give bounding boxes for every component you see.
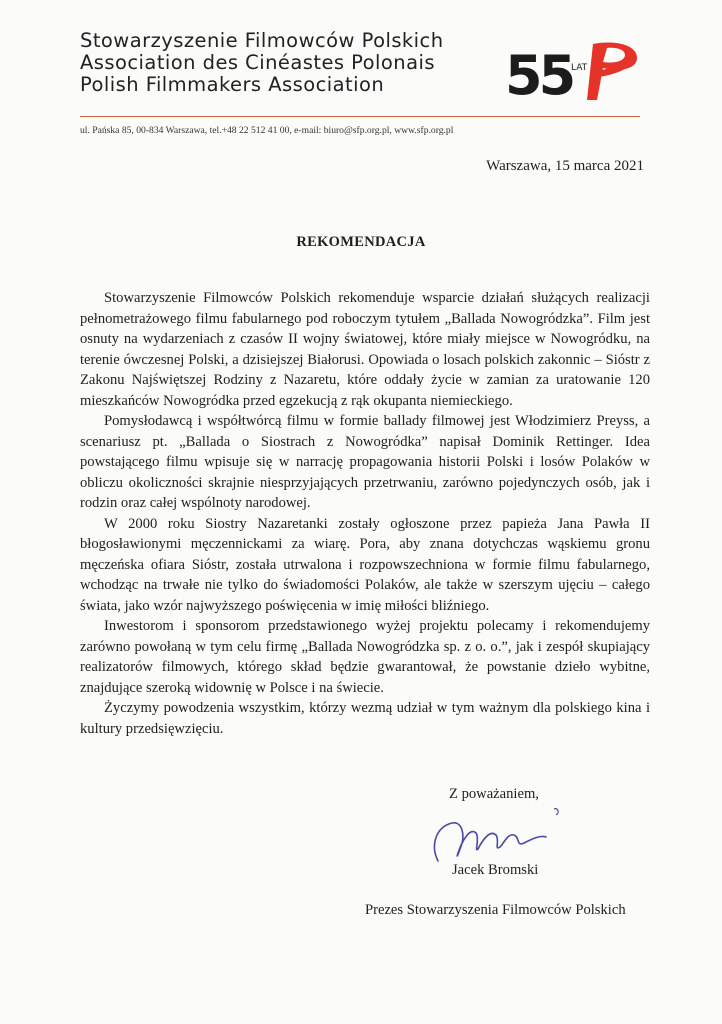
letter-date: Warszawa, 15 marca 2021 [486, 158, 644, 174]
organization-name-english: Polish Filmmakers Association [80, 73, 385, 96]
letter-closing: Z poważaniem, [449, 786, 539, 802]
signer-title: Prezes Stowarzyszenia Filmowców Polskich [365, 902, 626, 918]
letter-title: REKOMENDACJA [296, 234, 426, 250]
letterhead-organization-names [80, 30, 444, 96]
organization-name-french: Association des Cinéastes Polonais [80, 51, 435, 74]
paragraph-3: W 2000 roku Siostry Nazaretanki zostały ogłoszone przez papieża Jana Pawła II błogosławionymi męczennickami za wiarę. Pora, aby znana dotychczas wąskiemu gronu męczeńska ofiara Sióstr, została utrwalona i rozpowszechniona w formie filmu fabularnego, wchodząc na trwałe nie tylko do świadomości Polaków, ale także w szerszym ujęciu – całego świata, jako wzór najwyższego poświęcenia w imię miłości bliźniego. [80, 515, 650, 614]
signer-name: Jacek Bromski [452, 862, 539, 878]
letterhead-contact-line: ul. Pańska 85, 00-834 Warszawa, tel.+48 22 512 41 00, e-mail: biuro@sfp.org.pl, www.sfp.org.pl [80, 125, 454, 136]
paragraph-4: Inwestorom i sponsorom przedstawionego wyżej projektu polecamy i rekomendujemy zarówno powołaną w tym celu firmę „Ballada Nowogródzka sp. z o. o.”, jak i zespół skupiający realizatorów filmowych, którego skład będzie gwarantował, że powstanie dzieło wybitne, znajdujące szeroką widownię w Polsce i na świecie. [80, 618, 650, 696]
logo-number-55: 55 [505, 44, 573, 104]
letterhead-divider [80, 116, 640, 117]
sfp-55-years-logo [505, 38, 645, 104]
paragraph-5: Życzymy powodzenia wszystkim, którzy wezmą udział w tym ważnym dla polskiego kina i kultury przedsięwzięciu. [80, 700, 650, 737]
letter-body [80, 288, 650, 739]
paragraph-1: Stowarzyszenie Filmowców Polskich rekomenduje wsparcie działań służących realizacji pełnometrażowego filmu fabularnego pod roboczym tytułem „Ballada Nowogródzka”. Film jest osnuty na wydarzeniach z czasów II wojny światowej, które miały miejsce w Nowogródku, na terenie ówczesnej Polski, a dzisiejszej Białorusi. Opowiada o losach polskich zakonnic – Sióstr z Zakonu Najświętszej Rodziny z Nazaretu, które oddały życie w zamian za uratowanie 120 mieszkańców Nowogródka przed egzekucją z rąk okupanta niemieckiego. [80, 290, 650, 409]
organization-name-polish: Stowarzyszenie Filmowców Polskich [80, 29, 444, 52]
paragraph-2: Pomysłodawcą i współtwórcą filmu w formie ballady filmowej jest Włodzimierz Preyss, a scenariusz pt. „Ballada o Siostrach z Nowogródka” napisał Dominik Rettinger. Idea powstającego filmu wpisuje się w narrację propagowania historii Polski i losów Polaków w obliczu okoliczności skrajnie niesprzyjających przetrwaniu, zarówno pojedynczych osób, jak i rodzin oraz całej wspólnoty narodowej. [80, 413, 650, 511]
logo-lat-label: LAT [571, 63, 588, 73]
